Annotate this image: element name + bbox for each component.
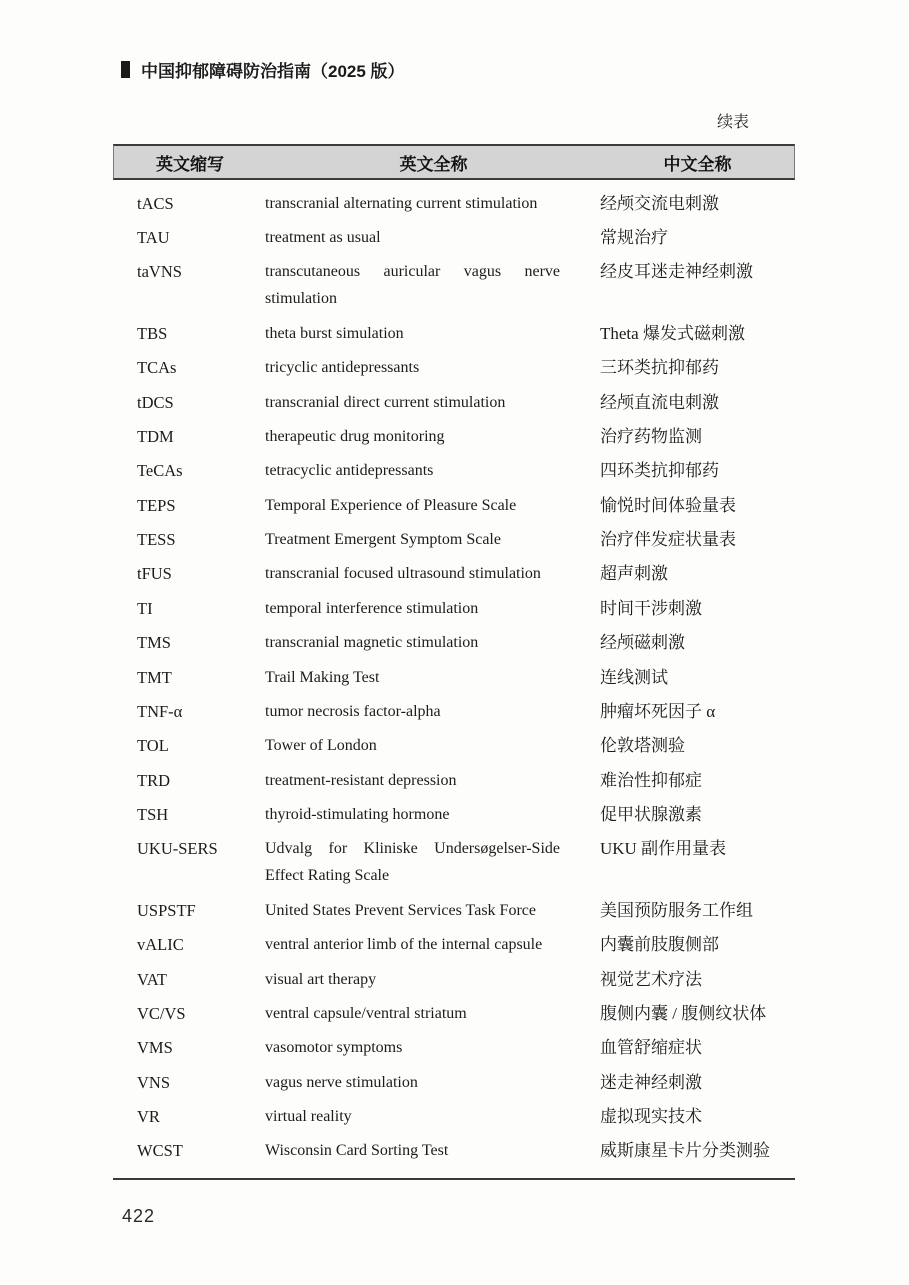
table-row xyxy=(113,626,795,660)
table-row xyxy=(113,1099,795,1133)
english-full-name-cell: ventral anterior limb of the internal capsule xyxy=(265,936,543,954)
abbreviation-table xyxy=(113,112,795,1180)
chinese-full-name-cell: 腹侧内囊 / 腹侧纹状体 xyxy=(600,1003,767,1023)
abbreviation-cell: TAU xyxy=(137,228,170,248)
chinese-full-name-cell: UKU 副作用量表 xyxy=(600,839,727,859)
chinese-full-name-cell: 肿瘤坏死因子 α xyxy=(600,701,716,721)
abbreviation-cell: WCST xyxy=(137,1141,183,1161)
chinese-full-name-cell: 促甲状腺激素 xyxy=(600,805,702,825)
running-header xyxy=(121,57,405,82)
table-row xyxy=(113,797,795,831)
chinese-full-name-cell: 内囊前肢腹侧部 xyxy=(600,935,719,955)
chinese-full-name-cell: 威斯康星卡片分类测验 xyxy=(600,1141,770,1161)
abbreviation-cell: VC/VS xyxy=(137,1003,186,1023)
table-row xyxy=(113,1134,795,1168)
table-row xyxy=(113,832,795,893)
table-row xyxy=(113,255,795,316)
page-number: 422 xyxy=(122,1206,156,1226)
chinese-full-name-cell: 时间干涉刺激 xyxy=(600,598,702,618)
column-header-english-abbreviation: 英文缩写 xyxy=(156,154,224,174)
english-full-name-cell: Trail Making Test xyxy=(265,668,380,686)
chinese-full-name-cell: 经颅交流电刺激 xyxy=(600,193,719,213)
chinese-full-name-cell: 视觉艺术疗法 xyxy=(600,969,702,989)
table-row xyxy=(113,591,795,625)
chinese-full-name-cell: 虚拟现实技术 xyxy=(600,1107,702,1127)
chinese-full-name-cell: 难治性抑郁症 xyxy=(600,770,702,790)
chinese-full-name-cell: 经皮耳迷走神经刺激 xyxy=(600,262,753,282)
abbreviation-cell: VNS xyxy=(137,1072,171,1092)
table-row xyxy=(113,488,795,522)
chinese-full-name-cell: Theta 爆发式磁刺激 xyxy=(600,323,745,343)
english-full-name-cell: theta burst simulation xyxy=(265,324,404,342)
abbreviation-cell: TDM xyxy=(137,426,174,446)
abbreviation-cell: TRD xyxy=(137,770,170,790)
abbreviation-cell: TNF-α xyxy=(137,701,183,721)
chinese-full-name-cell: 经颅直流电刺激 xyxy=(600,392,719,412)
abbreviation-cell: TMS xyxy=(137,633,171,653)
table-body xyxy=(113,180,795,1180)
table-row xyxy=(113,186,795,220)
english-full-name-cell: ventral capsule/ventral striatum xyxy=(265,1004,467,1022)
english-full-name-cell: United States Prevent Services Task Force xyxy=(265,901,536,919)
english-full-name-cell: tricyclic antidepressants xyxy=(265,359,420,377)
table-row xyxy=(113,694,795,728)
chinese-full-name-cell: 连线测试 xyxy=(600,667,668,687)
table-row xyxy=(113,893,795,927)
book-title: 中国抑郁障碍防治指南（2025 版） xyxy=(141,62,405,81)
english-full-name-cell: Treatment Emergent Symptom Scale xyxy=(265,531,501,549)
english-full-name-cell: transcranial magnetic stimulation xyxy=(265,634,479,652)
english-full-name-cell: transcutaneous auricular vagus nerve stimulation xyxy=(265,263,560,308)
chinese-full-name-cell: 治疗伴发症状量表 xyxy=(600,530,736,550)
abbreviation-cell: TCAs xyxy=(137,358,177,378)
abbreviation-cell: VMS xyxy=(137,1038,173,1058)
english-full-name-cell: Udvalg for Kliniske Undersøgelser-Side Effect Rating Scale xyxy=(265,840,560,885)
abbreviation-cell: TI xyxy=(137,598,153,618)
english-full-name-cell: treatment-resistant depression xyxy=(265,771,457,789)
table-row xyxy=(113,660,795,694)
chinese-full-name-cell: 美国预防服务工作组 xyxy=(600,900,753,920)
table-row xyxy=(113,962,795,996)
chinese-full-name-cell: 三环类抗抑郁药 xyxy=(600,358,719,378)
column-header-chinese-full-name: 中文全称 xyxy=(663,154,732,174)
english-full-name-cell: transcranial direct current stimulation xyxy=(265,393,506,411)
table-header-row xyxy=(113,144,795,180)
english-full-name-cell: Temporal Experience of Pleasure Scale xyxy=(265,496,517,514)
english-full-name-cell: treatment as usual xyxy=(265,229,381,247)
chinese-full-name-cell: 超声刺激 xyxy=(600,564,668,584)
chinese-full-name-cell: 迷走神经刺激 xyxy=(600,1072,702,1092)
chinese-full-name-cell: 四环类抗抑郁药 xyxy=(600,461,719,481)
table-row xyxy=(113,351,795,385)
english-full-name-cell: therapeutic drug monitoring xyxy=(265,427,445,445)
english-full-name-cell: vasomotor symptoms xyxy=(265,1039,403,1057)
header-square-bullet-icon xyxy=(121,61,130,78)
continued-table-label: 续表 xyxy=(716,114,749,131)
abbreviation-cell: VAT xyxy=(137,969,167,989)
abbreviation-cell: TeCAs xyxy=(137,461,183,481)
abbreviation-cell: TSH xyxy=(137,805,169,825)
english-full-name-cell: visual art therapy xyxy=(265,970,377,988)
abbreviation-cell: UKU-SERS xyxy=(137,839,218,859)
abbreviation-cell: taVNS xyxy=(137,262,182,282)
abbreviation-cell: VR xyxy=(137,1107,160,1127)
table-row xyxy=(113,557,795,591)
table-row xyxy=(113,1065,795,1099)
english-full-name-cell: transcranial focused ultrasound stimulation xyxy=(265,565,541,583)
chinese-full-name-cell: 愉悦时间体验量表 xyxy=(600,495,736,515)
english-full-name-cell: transcranial alternating current stimulation xyxy=(265,194,538,212)
english-full-name-cell: vagus nerve stimulation xyxy=(265,1073,418,1091)
chinese-full-name-cell: 治疗药物监测 xyxy=(600,426,702,446)
column-header-english-full-name: 英文全称 xyxy=(399,154,468,174)
chinese-full-name-cell: 经颅磁刺激 xyxy=(600,633,685,653)
english-full-name-cell: tumor necrosis factor-alpha xyxy=(265,702,441,720)
table-row xyxy=(113,316,795,350)
abbreviation-cell: TEPS xyxy=(137,495,176,515)
table-row xyxy=(113,419,795,453)
chinese-full-name-cell: 常规治疗 xyxy=(600,228,668,248)
abbreviation-cell: USPSTF xyxy=(137,900,196,920)
abbreviation-cell: TESS xyxy=(137,530,176,550)
chinese-full-name-cell: 伦敦塔测验 xyxy=(600,736,685,756)
english-full-name-cell: thyroid-stimulating hormone xyxy=(265,806,450,824)
table-row xyxy=(113,454,795,488)
table-row xyxy=(113,1031,795,1065)
abbreviation-cell: tACS xyxy=(137,193,174,213)
table-row xyxy=(113,522,795,556)
english-full-name-cell: Wisconsin Card Sorting Test xyxy=(265,1142,449,1160)
abbreviation-cell: TOL xyxy=(137,736,169,756)
abbreviation-cell: TMT xyxy=(137,667,172,687)
english-full-name-cell: tetracyclic antidepressants xyxy=(265,462,434,480)
table-row xyxy=(113,220,795,254)
table-row xyxy=(113,729,795,763)
abbreviation-cell: tDCS xyxy=(137,392,174,412)
abbreviation-cell: TBS xyxy=(137,323,168,343)
chinese-full-name-cell: 血管舒缩症状 xyxy=(600,1038,702,1058)
english-full-name-cell: temporal interference stimulation xyxy=(265,599,479,617)
abbreviation-cell: vALIC xyxy=(137,935,184,955)
table-row xyxy=(113,928,795,962)
table-row xyxy=(113,996,795,1030)
table-row xyxy=(113,763,795,797)
table-row xyxy=(113,385,795,419)
english-full-name-cell: Tower of London xyxy=(265,737,377,755)
english-full-name-cell: virtual reality xyxy=(265,1108,352,1126)
abbreviation-cell: tFUS xyxy=(137,564,172,584)
